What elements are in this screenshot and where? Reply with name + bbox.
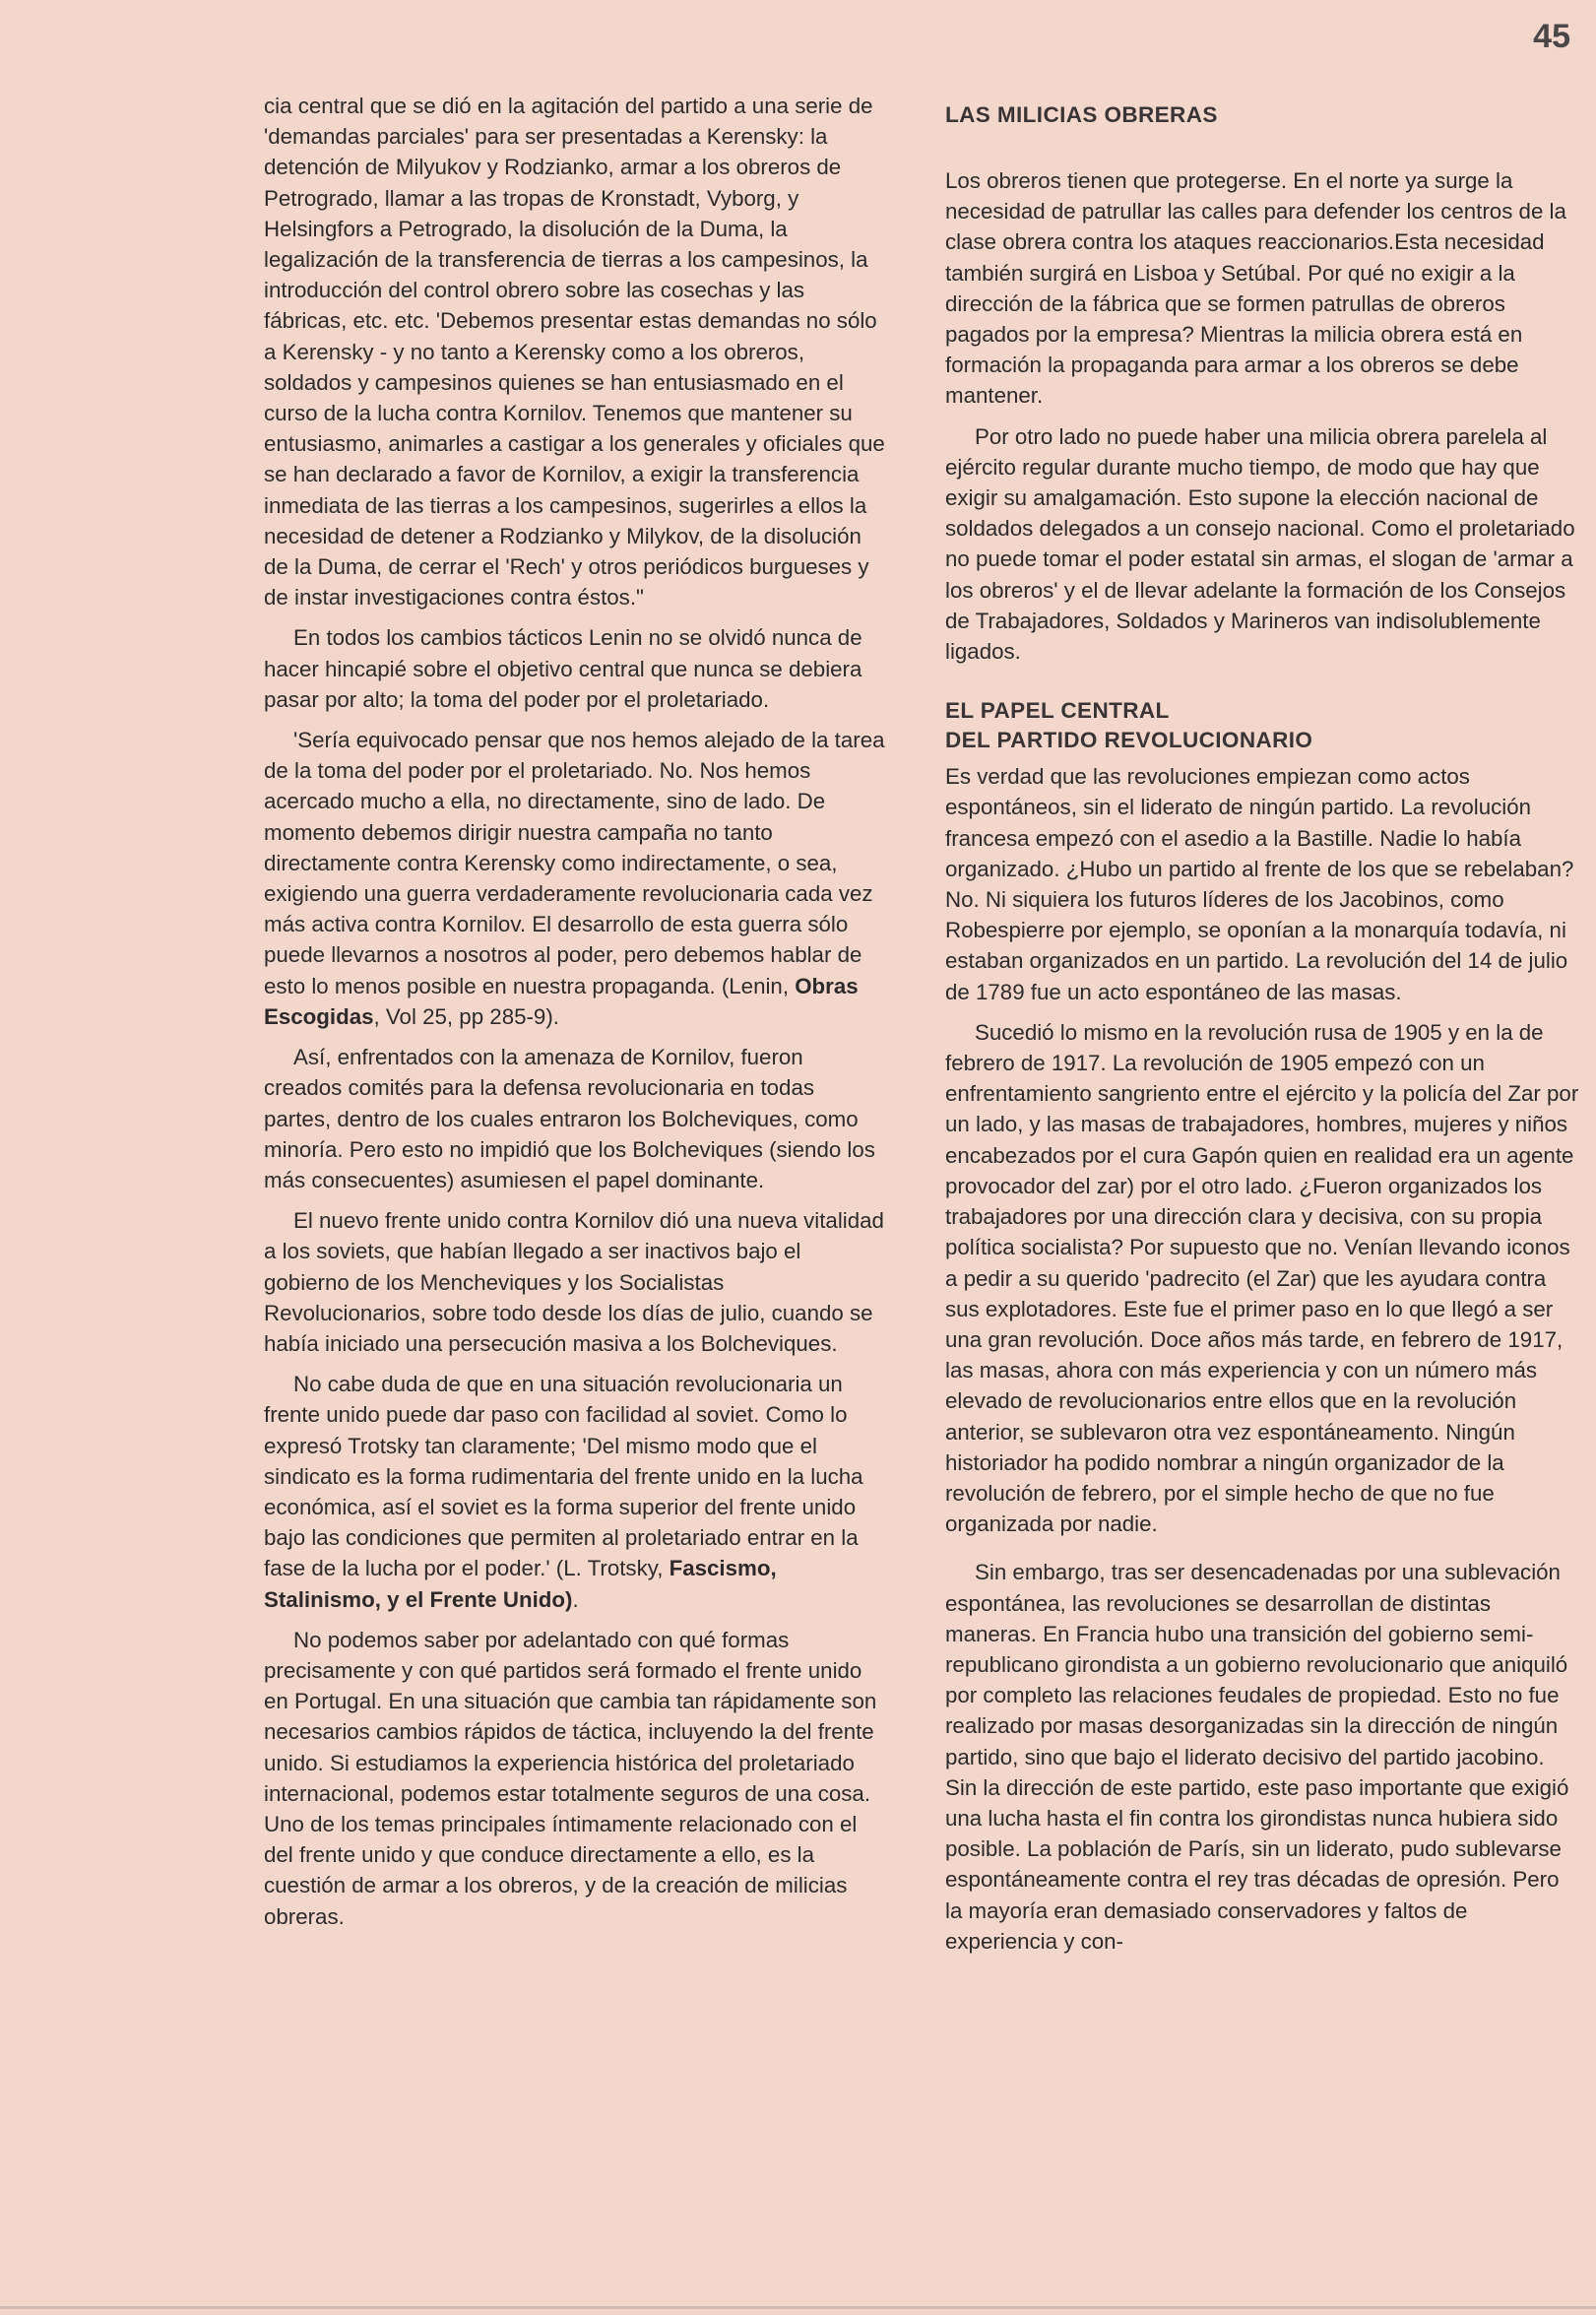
paragraph: Es verdad que las revoluciones empiezan como actos espontáneos, sin el liderato de ningún partido. La revolución francesa empezó con el asedio a la Bastille. Nadie lo había organizado. ¿Hubo un partido al frente de los que se rebelaban? No. Ni siquiera los futuros líderes de los Jacobinos, como Robespierre por ejemplo, se oponían a la monarquía todavía, ni estaban organizados en un partido. La revolución del 14 de julio de 1789 fue un acto espontáneo de las masas.	[945, 764, 1574, 1004]
spacer	[945, 1549, 1580, 1557]
citation-end: .	[572, 1586, 579, 1612]
paragraph: El nuevo frente unido contra Kornilov dió una nueva vitalidad a los soviets, que habían llegado a ser inactivos bajo el gobierno de los Mencheviques y los Socialistas Revolucionarios, sobre todo desde los días de julio, cuando se había iniciado una persecución masiva a los Bolcheviques.	[264, 1208, 884, 1356]
citation-title: Fascismo, Stalinismo, y el Frente Unido)	[264, 1556, 777, 1612]
page-bottom-edge	[0, 2306, 1596, 2309]
left-column	[264, 91, 886, 1942]
right-column	[945, 91, 1580, 1966]
section-heading: LAS MILICIAS OBRERAS	[945, 102, 1218, 127]
paragraph: Así, enfrentados con la amenaza de Kornilov, fueron creados comités para la defensa revolucionaria en todas partes, dentro de los cuales entraron los Bolcheviques, como minoría. Pero esto no impidió que los Bolcheviques (siendo los más consecuentes) asumiesen el papel dominante.	[264, 1045, 875, 1192]
paragraph-text: 'Sería equivocado pensar que nos hemos alejado de la tarea de la toma del poder por el proletariado. No. Nos hemos acercado mucho a ella, no directamente, sino de lado. De momento debemos dirigir nuestra campaña no tanto directamente contra Kerensky como indirectamente, o sea, exigiendo una guerra verdaderamente revolucionaria cada vez más activa contra Kornilov. El desarrollo de esta guerra sólo puede llevarnos a nosotros al poder, pero debemos hablar de esto lo menos posible en nuestra propaganda. (Lenin,	[264, 728, 885, 998]
paragraph-text: No cabe duda de que en una situación revolucionaria un frente unido puede dar paso con facilidad al soviet. Como lo expresó Trotsky tan claramente; 'Del mismo modo que el sindicato es la forma rudimentaria del frente unido en la lucha económica, así el soviet es la forma superior del frente unido bajo las condiciones que permiten al proletariado entrar en la fase de la lucha por el poder.' (L. Trotsky,	[264, 1372, 863, 1581]
page-number: 45	[1533, 18, 1570, 55]
citation-end: , Vol 25, pp 285-9).	[373, 1003, 559, 1029]
paragraph: En todos los cambios tácticos Lenin no se olvidó nunca de hacer hincapié sobre el objetivo central que nunca se debiera pasar por alto; la toma del poder por el proletariado.	[264, 625, 862, 712]
paragraph: Sucedió lo mismo en la revolución rusa de 1905 y en la de febrero de 1917. La revolución de 1905 empezó con un enfrentamiento sangriento entre el ejército y la policía del Zar por un lado, y las masas de trabajadores, hombres, mujeres y niños encabezados por el cura Gapón quien en realidad era un agente provocador del zar) por el otro lado. ¿Fueron organizados los trabajadores por una dirección clara y decisiva, con su propia política socialista? Por supuesto que no. Venían llevando iconos a pedir a su querido 'padrecito (el Zar) que les ayudara contra sus explotadores. Este fue el primer paso en lo que llegó a ser una gran revolución. Doce años más tarde, en febrero de 1917, las masas, ahora con más experiencia y con un número más elevado de revolucionarios entre ellos que en la revolución anterior, se sublevaron otra vez espontáneamento. Ningún historiador ha podido nombrar a ningún organizador de la revolución de febrero, por el simple hecho de que no fue organizada por nadie.	[945, 1019, 1579, 1537]
paragraph: Sin embargo, tras ser desencadenadas por una sublevación espontánea, las revoluciones se desarrollan de distintas maneras. En Francia hubo una transición del gobierno semi-republicano girondista a un gobierno revolucionario que aniquiló por completo las relaciones feudales de propiedad. Esto no fue realizado por masas desorganizadas sin la dirección de ningún partido, sino que bajo el liderato decisivo del partido jacobino. Sin la dirección de este partido, este paso importante que exigió una lucha hasta el fin contra los girondistas nunca hubiera sido posible. La población de París, sin un liderato, pudo sublevarse espontáneamente contra el rey tras décadas de opresión. Pero la mayoría eran demasiado conservadores y faltos de experiencia y con-	[945, 1560, 1569, 1954]
paragraph-with-citation	[264, 725, 886, 1032]
citation-title: Obras Escogidas	[264, 973, 859, 1029]
section-heading-line: EL PAPEL CENTRAL	[945, 698, 1170, 724]
paragraph: No podemos saber por adelantado con qué formas precisamente y con qué partidos será formado el frente unido en Portugal. En una situación que cambia tan rápidamente son necesarios cambios rápidos de táctica, incluyendo la del frente unido. Si estudiamos la experiencia histórica del proletariado internacional, podemos estar totalmente seguros de una cosa. Uno de los temas principales íntimamente relacionado con el del frente unido y que conduce directamente a ello, es la cuestión de armar a los obreros, y de la creación de milicias obreras.	[264, 1627, 877, 1929]
paragraph: cia central que se dió en la agitación del partido a una serie de 'demandas parciales' para ser presentadas a Kerensky: la detención de Milyukov y Rodzianko, armar a los obreros de Petrogrado, llamar a las tropas de Kronstadt, Vyborg, y Helsingfors a Petrogrado, la disolución de la Duma, la legalización de la transferencia de tierras a los campesinos, la introducción del control obrero sobre las cosechas y las fábricas, etc. etc. 'Debemos presentar estas demandas no sólo a Kerensky - y no tanto a Kerensky como a los obreros, soldados y campesinos quienes se han entusiasmado en el curso de la lucha contra Kornilov. Tenemos que mantener su entusiasmo, animarles a castigar a los generales y oficiales que se han declarado a favor de Kornilov, a exigir la transferencia inmediata de las tierras a los campesinos, sugerirles a ellos la necesidad de detener a Rodzianko y Milykov, de la disolución de la Duma, de cerrar el 'Rech' y otros periódicos burgueses y de instar investigaciones contra éstos."	[264, 94, 885, 611]
section-heading-line: DEL PARTIDO REVOLUCIONARIO	[945, 728, 1313, 753]
paragraph: Por otro lado no puede haber una milicia obrera parelela al ejército regular durante mucho tiempo, de modo que hay que exigir su amalgamación. Esto supone la elección nacional de soldados delegados a un consejo nacional. Como el proletariado no puede tomar el poder estatal sin armas, el slogan de 'armar a los obreros' y el de llevar adelante la formación de los Consejos de Trabajadores, Soldados y Marineros van indisolublemente ligados.	[945, 423, 1575, 665]
section-heading	[945, 696, 1580, 755]
paragraph: Los obreros tienen que protegerse. En el norte ya surge la necesidad de patrullar las calles para defender los centros de la clase obrera contra los ataques reaccionarios.Esta necesidad también surgirá en Lisboa y Setúbal. Por qué no exigir a la dirección de la fábrica que se formen patrullas de obreros pagados por la empresa? Mientras la milicia obrera está en formación la propaganda para armar a los obreros se debe mantener.	[945, 168, 1566, 409]
paragraph-with-citation	[264, 1369, 886, 1615]
